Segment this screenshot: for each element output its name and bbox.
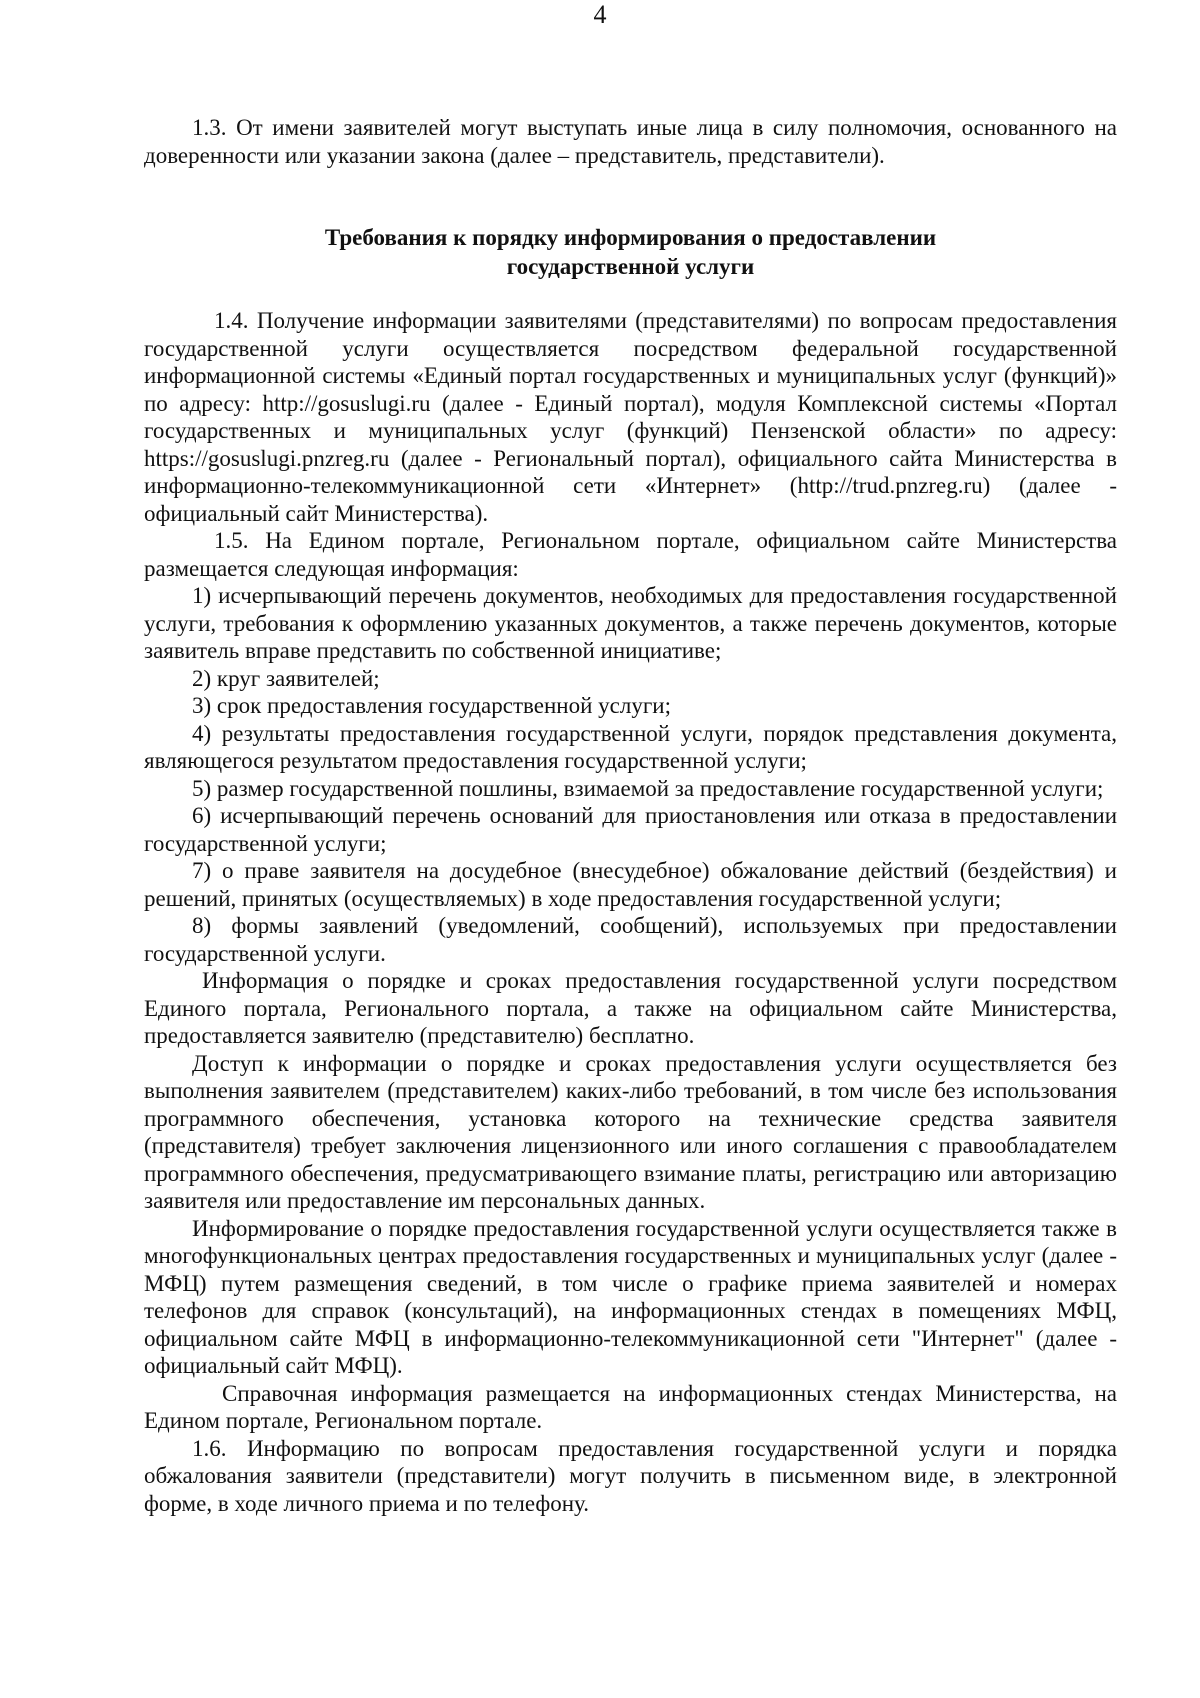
document-body [144,114,1117,1517]
list-item: 1) исчерпывающий перечень документов, необходимых для предоставления государственной услуги, требования к оформлению указанных документов, а также перечень документов, которые заявитель вправе представить по собственной инициативе; [144,583,1117,663]
section-heading-line-2: государственной услуги [506,254,755,279]
paragraph-1-5: 1.5. На Едином портале, Региональном портале, официальном сайте Министерства размещается следующая информация: [144,528,1117,581]
list-item: 5) размер государственной пошлины, взимаемой за предоставление государственной услуги; [192,775,1104,801]
list-item: 7) о праве заявителя на досудебное (внесудебное) обжалование действий (бездействия) и решений, принятых (осуществляемых) в ходе предоставления государственной услуги; [144,858,1117,911]
paragraph-1-6: 1.6. Информацию по вопросам предоставления государственной услуги и порядка обжалования заявители (представители) могут получить в письменном виде, в электронной форме, в ходе личного приема и по телефону. [144,1435,1117,1516]
paragraph-free-info: Информация о порядке и сроках предоставления государственной услуги посредством Единого портала, Регионального портала, а также на официальном сайте Министерства, предоставляется заявителю (представителю) бесплатно. [144,968,1117,1048]
section-heading-line-1: Требования к порядку информирования о предоставлении [324,225,937,250]
list-item: 2) круг заявителей; [192,665,380,691]
paragraph-mfc: Информирование о порядке предоставления государственной услуги осуществляется также в многофункциональных центрах предоставления государственных и муниципальных услуг (далее - МФЦ) путем размещения сведений, в том числе о графике приема заявителей и номерах телефонов для справок (консультаций), на информационных стендах в помещениях МФЦ, официальном сайте МФЦ в информационно-телекоммуникационной сети "Интернет" (далее - официальный сайт МФЦ). [144,1215,1117,1378]
paragraph-access: Доступ к информации о порядке и сроках предоставления услуги осуществляется без выполнения заявителем (представителем) каких-либо требований, в том числе без использования программного обеспечения, установка которого на технические средства заявителя (представителя) требует заключения лицензионного или иного соглашения с правообладателем программного обеспечения, предусматривающего взимание платы, регистрацию или авторизацию заявителя или предоставление им персональных данных. [144,1050,1117,1213]
paragraph-reference: Справочная информация размещается на информационных стендах Министерства, на Едином портале, Региональном портале. [144,1380,1117,1433]
page-number: 4 [593,0,607,29]
list-item: 6) исчерпывающий перечень оснований для приостановления или отказа в предоставлении государственной услуги; [144,803,1117,856]
list-item: 4) результаты предоставления государственной услуги, порядок представления документа, являющегося результатом предоставления государственной услуги; [144,720,1117,773]
section-heading [144,223,1117,281]
list-item: 3) срок предоставления государственной услуги; [192,693,671,718]
paragraph-1-3: 1.3. От имени заявителей могут выступать иные лица в силу полномочия, основанного на доверенности или указании закона (далее – представитель, представители). [144,115,1117,168]
paragraph-1-4: 1.4. Получение информации заявителями (представителями) по вопросам предоставления государственной услуги осуществляется посредством федеральной государственной информационной системы «Единый портал государственных и муниципальных услуг (функций)» по адресу: http://gosuslugi.ru (далее - Единый портал), модуля Комплексной системы «Портал государственных и муниципальных услуг (функций) Пензенской области» по адресу: https://gosuslugi.pnzreg.ru (далее - Региональный портал), официального сайта Министерства в информационно-телекоммуникационной сети «Интернет» (http://trud.pnzreg.ru) (далее - официальный сайт Министерства). [144,308,1117,526]
list-item: 8) формы заявлений (уведомлений, сообщений), используемых при предоставлении государственной услуги. [144,913,1117,966]
